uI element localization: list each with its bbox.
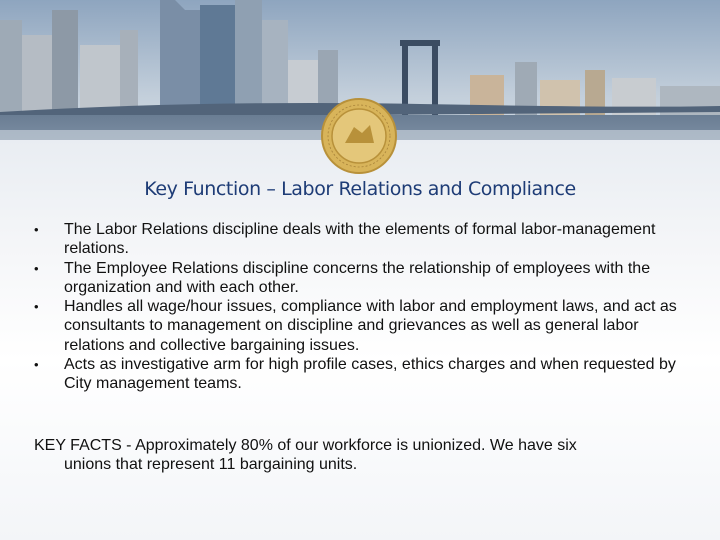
list-item <box>34 355 684 394</box>
bullet-text: Handles all wage/hour issues, compliance with labor and employment laws, and act as consultants to management on discipline and grievances as well as general labor relations and collective bargaining issues. <box>64 298 677 354</box>
bullet-text: Acts as investigative arm for high profile cases, ethics charges and when requested by City management teams. <box>64 356 676 393</box>
list-item <box>34 220 684 259</box>
bullet-icon: • <box>34 357 39 373</box>
bullet-icon: • <box>34 299 39 315</box>
key-facts <box>34 436 684 475</box>
bullet-text: The Labor Relations discipline deals with the elements of formal labor-management relations. <box>64 221 656 258</box>
bullet-list <box>34 220 684 394</box>
list-item <box>34 297 684 355</box>
key-facts-line1: - Approximately 80% of our workforce is unionized. We have six <box>121 437 577 454</box>
bullet-icon: • <box>34 222 39 237</box>
list-item <box>34 259 684 298</box>
bullet-text: The Employee Relations discipline concerns the relationship of employees with the organization and with each other. <box>64 259 651 296</box>
key-facts-label: KEY FACTS <box>34 437 122 454</box>
key-facts-line2: unions that represent 11 bargaining units. <box>64 456 358 474</box>
city-seal-icon <box>320 97 398 175</box>
bullet-icon: • <box>34 260 39 276</box>
slide-title: Key Function – Labor Relations and Compliance <box>144 178 576 200</box>
